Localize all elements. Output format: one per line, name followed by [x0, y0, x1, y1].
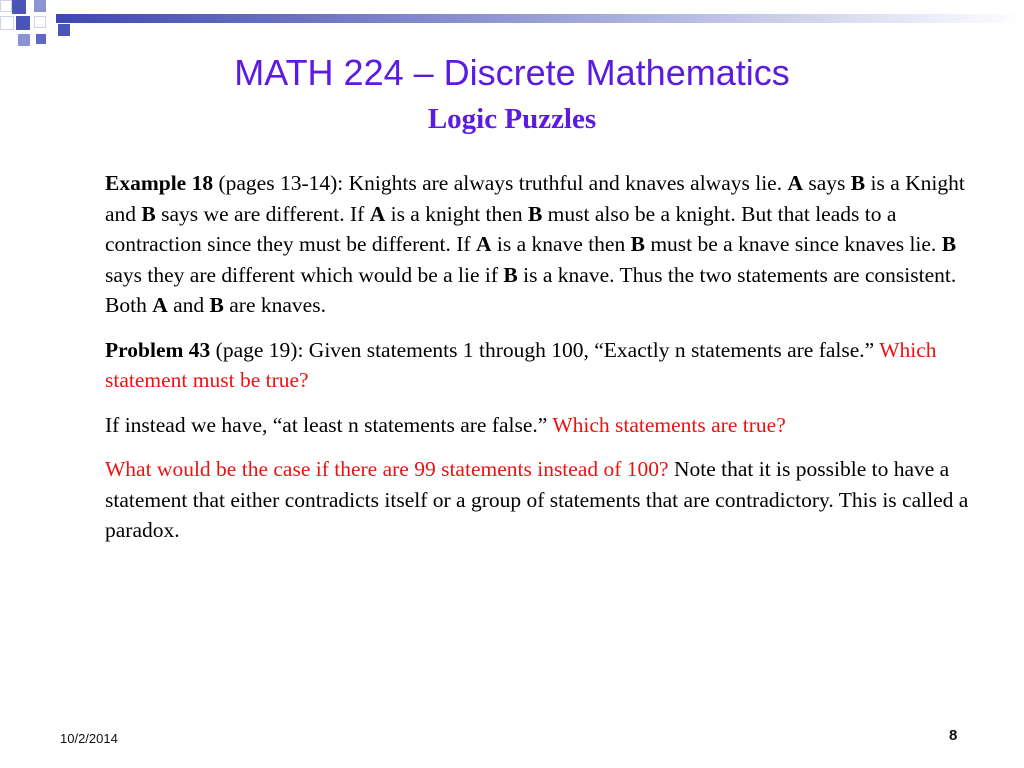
- bold-text: B: [941, 232, 957, 256]
- decor-square: [18, 34, 30, 46]
- text: If instead we have, “at least n statements are false.”: [105, 412, 553, 437]
- paragraph-at-least: [105, 410, 973, 441]
- text: are knaves.: [223, 293, 326, 317]
- text: says they are different which would be a lie if: [105, 262, 504, 287]
- bold-text: A: [369, 201, 386, 226]
- text: is a knight then: [385, 201, 528, 226]
- bold-text: Problem 43: [105, 337, 211, 362]
- footer-date: 10/2/2014: [60, 731, 118, 746]
- decor-square: [58, 24, 70, 36]
- decor-square: [16, 16, 30, 30]
- bold-text: Example 18: [105, 171, 214, 195]
- text: and: [167, 293, 210, 317]
- top-gradient-bar: [56, 14, 1024, 23]
- highlighted-question: What would be the case if there are 99 statements instead of 100?: [105, 457, 669, 481]
- bold-text: B: [141, 201, 156, 226]
- text: says: [803, 171, 851, 195]
- text: is a Knight and: [105, 171, 965, 226]
- decor-square: [0, 16, 14, 30]
- decor-square: [12, 0, 26, 14]
- bold-text: B: [850, 171, 866, 195]
- decor-square: [34, 16, 46, 28]
- bold-text: B: [209, 293, 224, 317]
- text: Note that it is possible to have a statement that either contradicts itself or a group of statements that are contradictory. This is called a paradox.: [105, 457, 969, 542]
- decor-square: [34, 0, 46, 12]
- page-number: 8: [949, 727, 958, 744]
- bold-text: A: [152, 293, 168, 317]
- bold-text: B: [527, 201, 543, 226]
- bold-text: A: [787, 171, 804, 195]
- slide-title: MATH 224 – Discrete Mathematics: [234, 52, 790, 93]
- text: is a knave then: [491, 232, 631, 256]
- bold-text: B: [503, 262, 518, 287]
- text: says we are different. If: [155, 201, 370, 226]
- slide-body: [105, 168, 973, 560]
- text: (pages 13-14): Knights are always truthful and knaves always lie.: [213, 171, 788, 195]
- text: is a knave. Thus the two statements are consistent. Both: [105, 262, 957, 317]
- bold-text: B: [630, 232, 645, 256]
- text: must be a knave since knaves lie.: [644, 232, 942, 256]
- slide-subtitle: Logic Puzzles: [427, 103, 597, 135]
- highlighted-question: Which statement must be true?: [105, 337, 937, 392]
- highlighted-question: Which statements are true?: [552, 412, 786, 437]
- bold-text: A: [475, 232, 492, 256]
- paragraph-problem-43: [105, 335, 973, 396]
- text: (page 19): Given statements 1 through 100, “Exactly n statements are false.”: [210, 337, 880, 362]
- paragraph-example-18: [105, 168, 973, 321]
- decor-square: [0, 0, 12, 12]
- text: must also be a knight. But that leads to a contraction since they must be different. If: [105, 201, 897, 256]
- decor-square: [36, 34, 46, 44]
- paragraph-paradox: [105, 454, 973, 546]
